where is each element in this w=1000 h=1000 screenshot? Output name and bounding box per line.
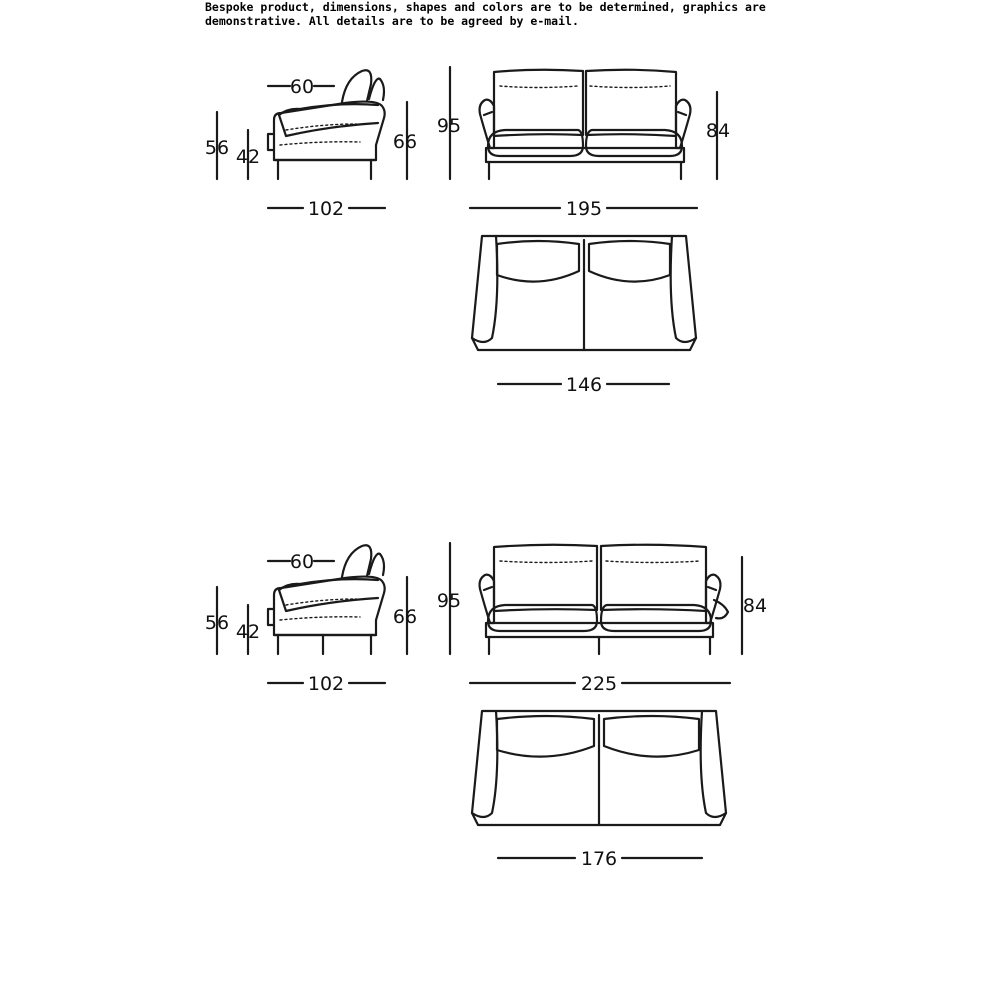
- model-1: [217, 67, 717, 384]
- dim-back-depth-1: 60: [289, 76, 315, 98]
- dim-seat-height-2: 42: [235, 621, 261, 643]
- dim-plan-width-1: 146: [565, 374, 603, 396]
- plan-view-1: [472, 236, 696, 384]
- disclaimer-line-1: Bespoke product, dimensions, shapes and colors are to be determined, graphics are: [205, 0, 766, 14]
- dim-front-height-1: 95: [436, 115, 462, 137]
- dim-arm-height-left-2: 56: [204, 612, 230, 634]
- dim-plan-width-2: 176: [580, 848, 618, 870]
- dim-front-arm-height-2: 84: [742, 595, 768, 617]
- dim-front-height-2: 95: [436, 590, 462, 612]
- model-2: [217, 543, 742, 858]
- plan-view-2: [472, 711, 726, 858]
- dim-arm-height-right-2: 66: [392, 606, 418, 628]
- disclaimer-line-2: demonstrative. All details are to be agreed by e-mail.: [205, 14, 579, 28]
- front-view-2: [450, 543, 742, 683]
- dim-arm-height-left-1: 56: [204, 137, 230, 159]
- dim-side-depth-2: 102: [307, 673, 345, 695]
- dim-front-arm-height-1: 84: [705, 120, 731, 142]
- dim-seat-height-1: 42: [235, 146, 261, 168]
- dim-side-depth-1: 102: [307, 198, 345, 220]
- dim-back-depth-2: 60: [289, 551, 315, 573]
- front-view-1: [450, 67, 717, 208]
- dim-front-width-2: 225: [580, 673, 618, 695]
- dim-front-width-1: 195: [565, 198, 603, 220]
- dim-arm-height-right-1: 66: [392, 131, 418, 153]
